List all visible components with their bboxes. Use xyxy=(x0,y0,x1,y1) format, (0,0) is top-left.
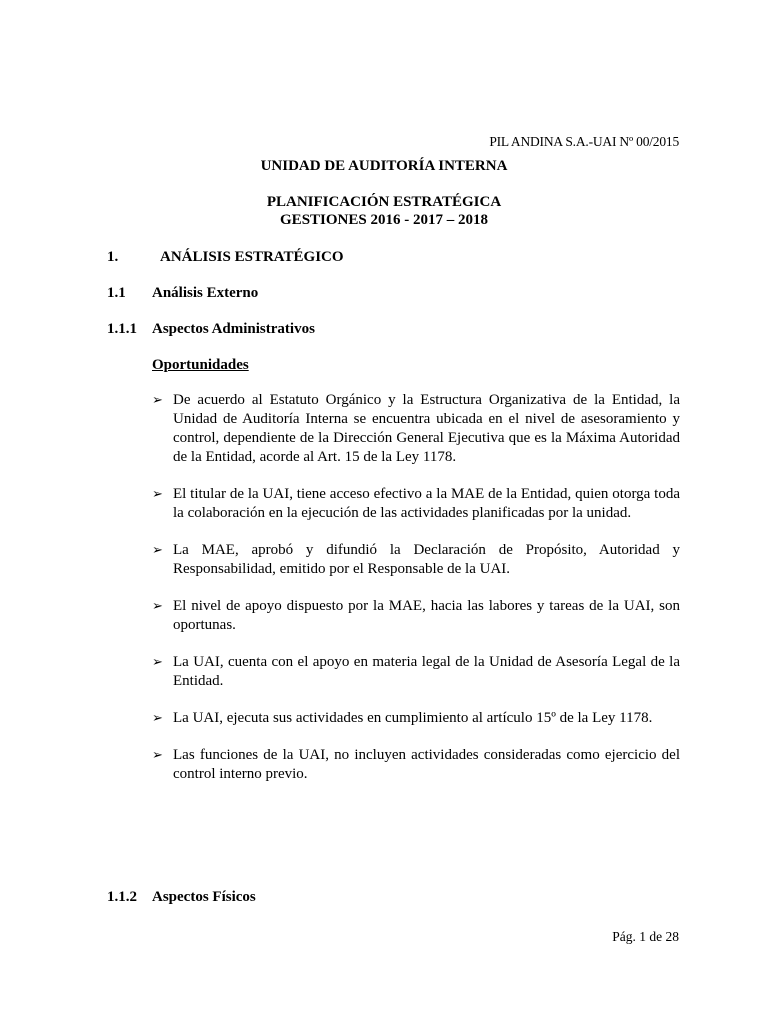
list-item: ➢ La MAE, aprobó y difundió la Declaración de Propósito, Autoridad y Responsabilidad, emitido por el Responsable de la UAI. xyxy=(152,542,680,577)
section-1-1-title: Análisis Externo xyxy=(152,285,259,301)
list-item: ➢ La UAI, ejecuta sus actividades en cumplimiento al artículo 15º de la Ley 1178. xyxy=(152,710,653,726)
section-1-1-2-title: Aspectos Físicos xyxy=(152,889,256,905)
arrow-bullet-icon: ➢ xyxy=(152,748,163,763)
unit-title: UNIDAD DE AUDITORÍA INTERNA xyxy=(260,158,508,174)
page-number: Pág. 1 de 28 xyxy=(612,929,679,944)
list-item: ➢ Las funciones de la UAI, no incluyen actividades consideradas como ejercicio del control interno previo. xyxy=(152,747,680,782)
document-reference: PIL ANDINA S.A.-UAI Nº 00/2015 xyxy=(489,134,679,149)
section-1-1-number: 1.1 xyxy=(107,285,126,301)
arrow-bullet-icon: ➢ xyxy=(152,711,163,726)
list-item: ➢ De acuerdo al Estatuto Orgánico y la Estructura Organizativa de la Entidad, la Unidad de Auditoría Interna se encuentra ubicada en el nivel de asesoramiento y control, dependiente de la Dirección General Ejecutiva que es la Máxima Autoridad de la Entidad, acorde al Art. 15 de la Ley 1178. xyxy=(152,392,680,465)
list-item: ➢ El titular de la UAI, tiene acceso efectivo a la MAE de la Entidad, quien otorga toda la colaboración en la ejecución de las actividades planificadas por la unidad. xyxy=(152,486,680,521)
opportunities-list xyxy=(152,391,680,802)
section-1-number: 1. xyxy=(107,249,119,265)
arrow-bullet-icon: ➢ xyxy=(152,655,163,670)
section-1-title: ANÁLISIS ESTRATÉGICO xyxy=(160,249,344,265)
periods-title: GESTIONES 2016 - 2017 – 2018 xyxy=(280,212,488,228)
arrow-bullet-icon: ➢ xyxy=(152,543,163,558)
arrow-bullet-icon: ➢ xyxy=(152,487,163,502)
opportunities-heading: Oportunidades xyxy=(152,357,249,373)
list-item: ➢ El nivel de apoyo dispuesto por la MAE, hacia las labores y tareas de la UAI, son oportunas. xyxy=(152,598,680,633)
section-1-1-2-number: 1.1.2 xyxy=(107,889,137,905)
arrow-bullet-icon: ➢ xyxy=(152,599,163,614)
list-item: ➢ La UAI, cuenta con el apoyo en materia legal de la Unidad de Asesoría Legal de la Entidad. xyxy=(152,654,680,689)
section-1-1-1-number: 1.1.1 xyxy=(107,321,137,337)
section-1-1-1-title: Aspectos Administrativos xyxy=(152,321,315,337)
arrow-bullet-icon: ➢ xyxy=(152,393,163,408)
plan-title: PLANIFICACIÓN ESTRATÉGICA xyxy=(266,194,502,210)
